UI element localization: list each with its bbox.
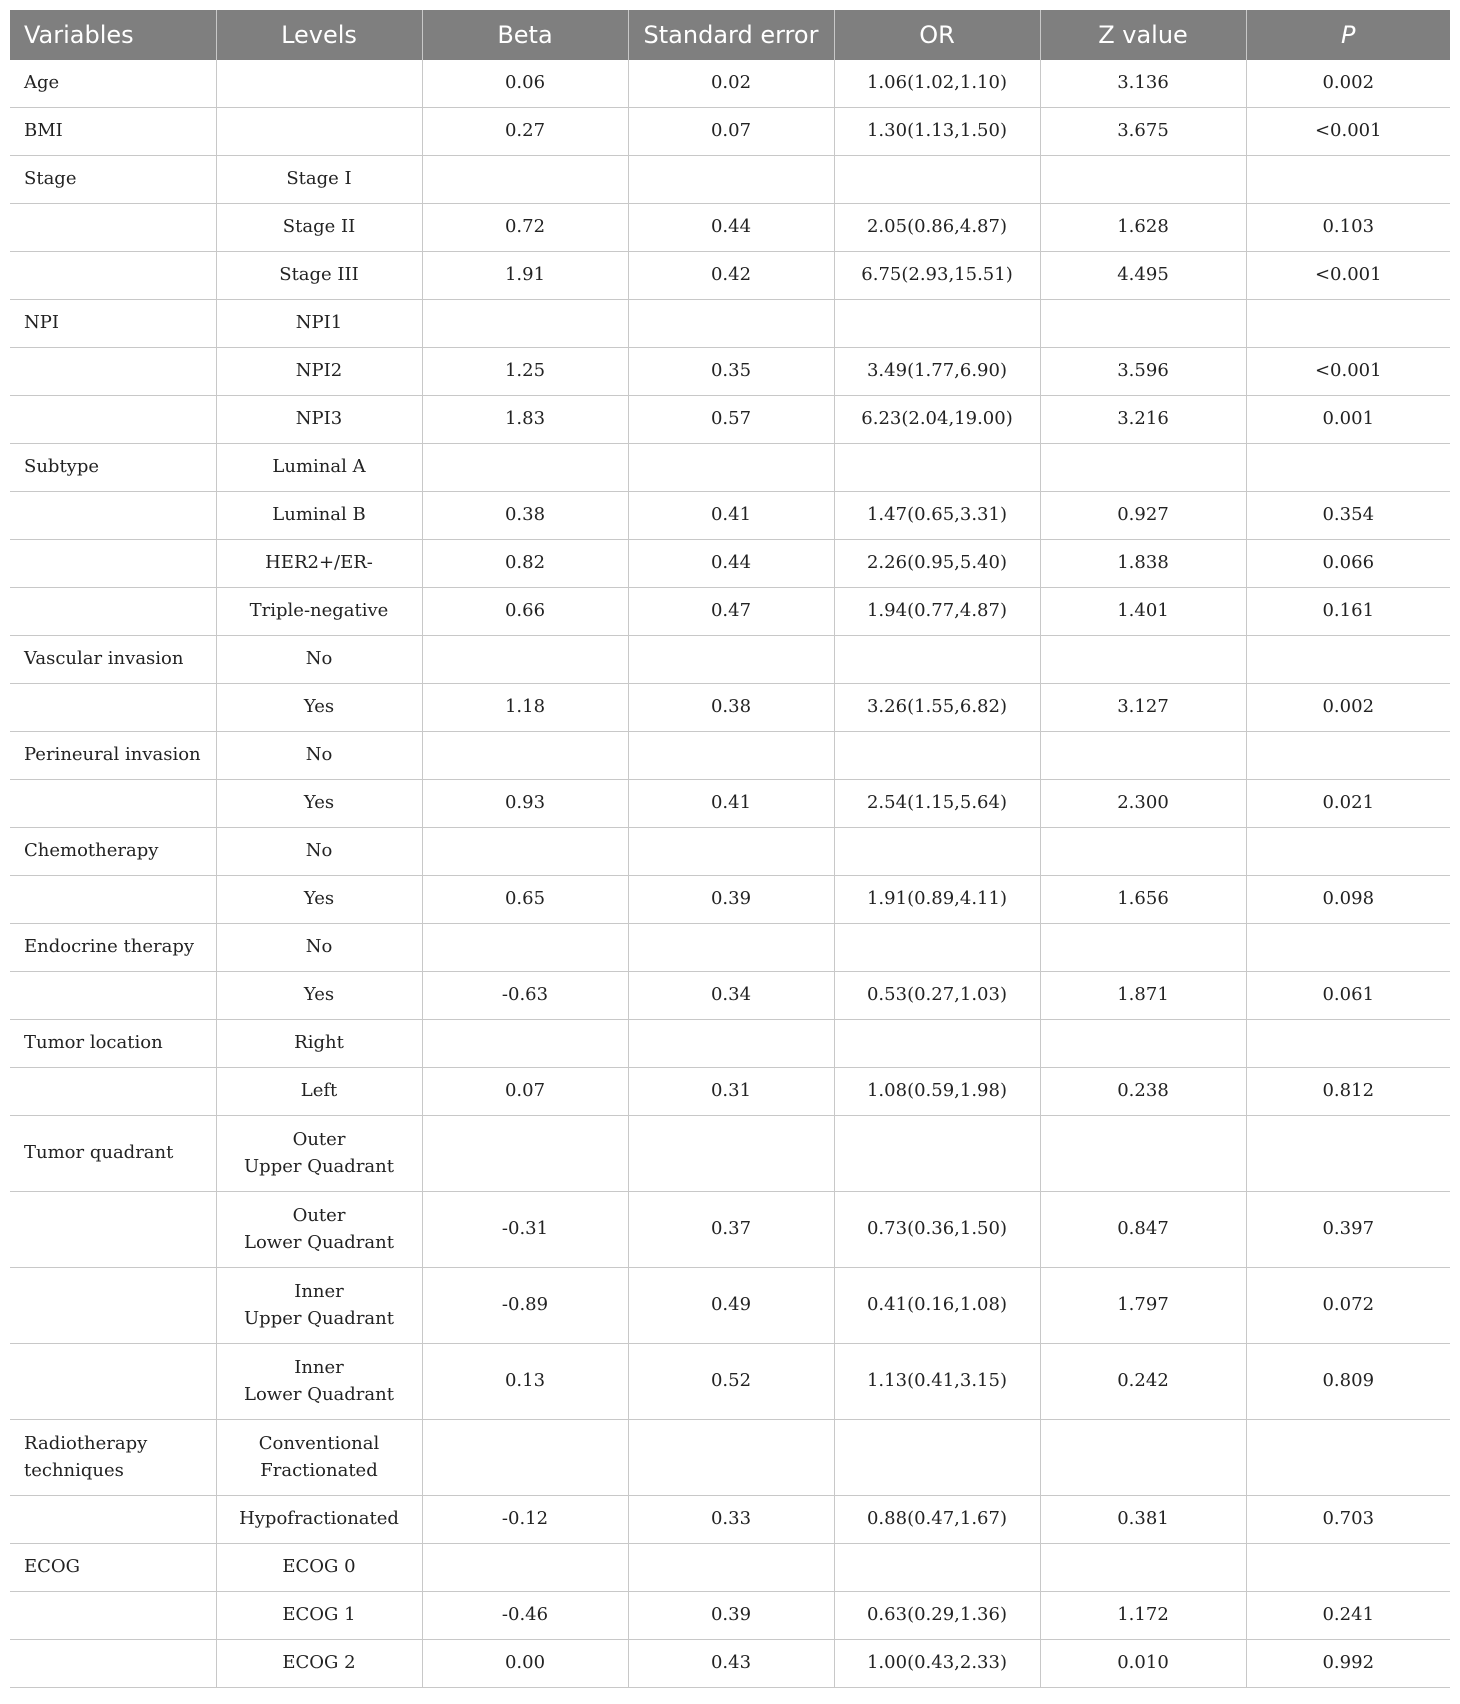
beta-cell	[422, 1116, 628, 1192]
standard-error-cell	[628, 636, 834, 684]
variable-cell: Age	[10, 60, 216, 108]
beta-cell: 0.93	[422, 780, 628, 828]
z-value-cell	[1040, 732, 1246, 780]
z-value-cell	[1040, 828, 1246, 876]
beta-cell: 0.27	[422, 108, 628, 156]
z-value-cell: 1.401	[1040, 588, 1246, 636]
or-cell	[834, 1020, 1040, 1068]
table-row	[10, 492, 1450, 540]
standard-error-cell: 0.42	[628, 252, 834, 300]
variable-cell	[10, 1268, 216, 1344]
p-cell: 0.703	[1246, 1496, 1450, 1544]
table-row	[10, 1496, 1450, 1544]
or-cell: 3.49(1.77,6.90)	[834, 348, 1040, 396]
z-value-cell: 3.136	[1040, 60, 1246, 108]
level-cell: Stage I	[216, 156, 422, 204]
beta-cell	[422, 156, 628, 204]
table-body	[10, 60, 1450, 1688]
table-row	[10, 1020, 1450, 1068]
table-row	[10, 396, 1450, 444]
p-cell: 0.002	[1246, 60, 1450, 108]
beta-cell	[422, 444, 628, 492]
p-cell: 0.021	[1246, 780, 1450, 828]
or-cell: 2.26(0.95,5.40)	[834, 540, 1040, 588]
p-cell: 0.072	[1246, 1268, 1450, 1344]
beta-cell	[422, 1544, 628, 1592]
or-cell	[834, 1544, 1040, 1592]
standard-error-cell	[628, 300, 834, 348]
level-cell: Right	[216, 1020, 422, 1068]
beta-cell: 0.65	[422, 876, 628, 924]
level-cell: NPI2	[216, 348, 422, 396]
z-value-cell	[1040, 300, 1246, 348]
beta-cell: 1.18	[422, 684, 628, 732]
beta-cell: 0.38	[422, 492, 628, 540]
p-cell: <0.001	[1246, 252, 1450, 300]
standard-error-cell: 0.52	[628, 1344, 834, 1420]
variable-cell: Radiotherapy techniques	[10, 1420, 216, 1496]
table-row	[10, 1420, 1450, 1496]
standard-error-cell	[628, 1544, 834, 1592]
z-value-cell: 0.381	[1040, 1496, 1246, 1544]
table-row	[10, 204, 1450, 252]
variable-cell: Tumor quadrant	[10, 1116, 216, 1192]
or-cell	[834, 732, 1040, 780]
variable-cell: Tumor location	[10, 1020, 216, 1068]
variable-cell: BMI	[10, 108, 216, 156]
z-value-cell: 0.847	[1040, 1192, 1246, 1268]
beta-cell	[422, 300, 628, 348]
z-value-cell: 1.797	[1040, 1268, 1246, 1344]
beta-cell: -0.12	[422, 1496, 628, 1544]
or-cell: 1.91(0.89,4.11)	[834, 876, 1040, 924]
or-cell: 6.75(2.93,15.51)	[834, 252, 1040, 300]
regression-table-container	[10, 10, 1450, 1688]
p-cell	[1246, 444, 1450, 492]
level-cell: Outer Upper Quadrant	[216, 1116, 422, 1192]
standard-error-cell: 0.35	[628, 348, 834, 396]
z-value-cell	[1040, 1116, 1246, 1192]
variable-cell	[10, 348, 216, 396]
table-row	[10, 252, 1450, 300]
z-value-cell: 0.238	[1040, 1068, 1246, 1116]
p-cell: 0.001	[1246, 396, 1450, 444]
header-levels: Levels	[216, 10, 422, 60]
standard-error-cell: 0.39	[628, 1592, 834, 1640]
variable-cell	[10, 1068, 216, 1116]
level-cell: No	[216, 924, 422, 972]
variable-cell: Chemotherapy	[10, 828, 216, 876]
header-standard-error: Standard error	[628, 10, 834, 60]
or-cell: 1.00(0.43,2.33)	[834, 1640, 1040, 1688]
variable-cell	[10, 876, 216, 924]
beta-cell: 0.07	[422, 1068, 628, 1116]
level-cell: Inner Upper Quadrant	[216, 1268, 422, 1344]
variable-cell: Perineural invasion	[10, 732, 216, 780]
standard-error-cell: 0.07	[628, 108, 834, 156]
z-value-cell: 0.242	[1040, 1344, 1246, 1420]
standard-error-cell: 0.41	[628, 492, 834, 540]
level-cell	[216, 60, 422, 108]
beta-cell: 0.06	[422, 60, 628, 108]
level-cell: No	[216, 732, 422, 780]
z-value-cell: 3.675	[1040, 108, 1246, 156]
p-cell	[1246, 156, 1450, 204]
table-row	[10, 1640, 1450, 1688]
z-value-cell: 1.628	[1040, 204, 1246, 252]
table-row	[10, 300, 1450, 348]
or-cell: 1.47(0.65,3.31)	[834, 492, 1040, 540]
standard-error-cell: 0.31	[628, 1068, 834, 1116]
header-z-value: Z value	[1040, 10, 1246, 60]
variable-cell: Subtype	[10, 444, 216, 492]
z-value-cell: 1.871	[1040, 972, 1246, 1020]
table-row	[10, 60, 1450, 108]
beta-cell: 1.83	[422, 396, 628, 444]
p-cell	[1246, 1020, 1450, 1068]
or-cell	[834, 1420, 1040, 1496]
table-row	[10, 636, 1450, 684]
p-cell: 0.098	[1246, 876, 1450, 924]
variable-cell	[10, 1496, 216, 1544]
or-cell: 0.88(0.47,1.67)	[834, 1496, 1040, 1544]
level-cell: Yes	[216, 876, 422, 924]
z-value-cell: 4.495	[1040, 252, 1246, 300]
level-cell: Yes	[216, 684, 422, 732]
regression-table	[10, 10, 1450, 1688]
or-cell: 3.26(1.55,6.82)	[834, 684, 1040, 732]
level-cell: Outer Lower Quadrant	[216, 1192, 422, 1268]
beta-cell: 0.66	[422, 588, 628, 636]
level-cell: Left	[216, 1068, 422, 1116]
variable-cell	[10, 1192, 216, 1268]
p-cell	[1246, 1544, 1450, 1592]
table-row	[10, 444, 1450, 492]
beta-cell: 0.13	[422, 1344, 628, 1420]
standard-error-cell: 0.43	[628, 1640, 834, 1688]
variable-cell: NPI	[10, 300, 216, 348]
or-cell	[834, 300, 1040, 348]
level-cell: Triple-negative	[216, 588, 422, 636]
p-cell	[1246, 300, 1450, 348]
or-cell: 1.30(1.13,1.50)	[834, 108, 1040, 156]
or-cell: 1.06(1.02,1.10)	[834, 60, 1040, 108]
level-cell: Yes	[216, 972, 422, 1020]
beta-cell: -0.31	[422, 1192, 628, 1268]
z-value-cell: 1.172	[1040, 1592, 1246, 1640]
table-row	[10, 684, 1450, 732]
p-cell	[1246, 636, 1450, 684]
table-row	[10, 348, 1450, 396]
table-row	[10, 1544, 1450, 1592]
p-cell	[1246, 732, 1450, 780]
z-value-cell: 0.010	[1040, 1640, 1246, 1688]
p-cell	[1246, 924, 1450, 972]
header-variables: Variables	[10, 10, 216, 60]
or-cell: 0.73(0.36,1.50)	[834, 1192, 1040, 1268]
table-row	[10, 828, 1450, 876]
z-value-cell	[1040, 924, 1246, 972]
z-value-cell	[1040, 636, 1246, 684]
p-cell	[1246, 1116, 1450, 1192]
p-cell: 0.103	[1246, 204, 1450, 252]
p-cell: 0.241	[1246, 1592, 1450, 1640]
level-cell: ECOG 0	[216, 1544, 422, 1592]
beta-cell	[422, 924, 628, 972]
standard-error-cell: 0.34	[628, 972, 834, 1020]
table-row	[10, 1068, 1450, 1116]
level-cell: HER2+/ER-	[216, 540, 422, 588]
standard-error-cell: 0.38	[628, 684, 834, 732]
beta-cell: 0.00	[422, 1640, 628, 1688]
or-cell	[834, 924, 1040, 972]
table-row	[10, 1268, 1450, 1344]
p-cell: 0.066	[1246, 540, 1450, 588]
or-cell: 6.23(2.04,19.00)	[834, 396, 1040, 444]
variable-cell	[10, 540, 216, 588]
standard-error-cell: 0.39	[628, 876, 834, 924]
level-cell: Inner Lower Quadrant	[216, 1344, 422, 1420]
standard-error-cell: 0.44	[628, 540, 834, 588]
z-value-cell	[1040, 1544, 1246, 1592]
standard-error-cell: 0.02	[628, 60, 834, 108]
z-value-cell	[1040, 444, 1246, 492]
header-beta: Beta	[422, 10, 628, 60]
standard-error-cell: 0.57	[628, 396, 834, 444]
p-cell: 0.812	[1246, 1068, 1450, 1116]
z-value-cell: 3.596	[1040, 348, 1246, 396]
standard-error-cell	[628, 828, 834, 876]
beta-cell: 0.72	[422, 204, 628, 252]
header-p: P	[1246, 10, 1450, 60]
standard-error-cell	[628, 156, 834, 204]
variable-cell: Endocrine therapy	[10, 924, 216, 972]
z-value-cell	[1040, 156, 1246, 204]
beta-cell	[422, 1420, 628, 1496]
table-row	[10, 1592, 1450, 1640]
variable-cell	[10, 396, 216, 444]
or-cell: 1.13(0.41,3.15)	[834, 1344, 1040, 1420]
standard-error-cell: 0.44	[628, 204, 834, 252]
standard-error-cell: 0.41	[628, 780, 834, 828]
table-row	[10, 876, 1450, 924]
p-cell: <0.001	[1246, 348, 1450, 396]
or-cell: 1.08(0.59,1.98)	[834, 1068, 1040, 1116]
level-cell	[216, 108, 422, 156]
variable-cell: Vascular invasion	[10, 636, 216, 684]
z-value-cell	[1040, 1420, 1246, 1496]
p-cell	[1246, 1420, 1450, 1496]
variable-cell: ECOG	[10, 1544, 216, 1592]
table-row	[10, 108, 1450, 156]
variable-cell	[10, 1640, 216, 1688]
standard-error-cell: 0.49	[628, 1268, 834, 1344]
p-cell	[1246, 828, 1450, 876]
variable-cell	[10, 1592, 216, 1640]
beta-cell: 0.82	[422, 540, 628, 588]
level-cell: Conventional Fractionated	[216, 1420, 422, 1496]
variable-cell	[10, 252, 216, 300]
variable-cell: Stage	[10, 156, 216, 204]
standard-error-cell	[628, 924, 834, 972]
table-header-row	[10, 10, 1450, 60]
variable-cell	[10, 492, 216, 540]
standard-error-cell	[628, 732, 834, 780]
standard-error-cell	[628, 1020, 834, 1068]
standard-error-cell: 0.33	[628, 1496, 834, 1544]
table-row	[10, 924, 1450, 972]
p-cell: 0.354	[1246, 492, 1450, 540]
level-cell: Luminal B	[216, 492, 422, 540]
level-cell: No	[216, 636, 422, 684]
z-value-cell: 0.927	[1040, 492, 1246, 540]
beta-cell: -0.89	[422, 1268, 628, 1344]
beta-cell: -0.46	[422, 1592, 628, 1640]
or-cell: 0.63(0.29,1.36)	[834, 1592, 1040, 1640]
or-cell	[834, 444, 1040, 492]
or-cell	[834, 1116, 1040, 1192]
level-cell: ECOG 1	[216, 1592, 422, 1640]
table-row	[10, 972, 1450, 1020]
variable-cell	[10, 780, 216, 828]
beta-cell	[422, 732, 628, 780]
standard-error-cell: 0.47	[628, 588, 834, 636]
beta-cell	[422, 828, 628, 876]
beta-cell: 1.91	[422, 252, 628, 300]
level-cell: Stage II	[216, 204, 422, 252]
z-value-cell: 1.656	[1040, 876, 1246, 924]
or-cell	[834, 636, 1040, 684]
variable-cell	[10, 204, 216, 252]
variable-cell	[10, 1344, 216, 1420]
table-row	[10, 1116, 1450, 1192]
table-row	[10, 1344, 1450, 1420]
p-cell: 0.061	[1246, 972, 1450, 1020]
standard-error-cell	[628, 1420, 834, 1496]
beta-cell: -0.63	[422, 972, 628, 1020]
p-cell: 0.002	[1246, 684, 1450, 732]
level-cell: NPI1	[216, 300, 422, 348]
z-value-cell: 1.838	[1040, 540, 1246, 588]
table-row	[10, 732, 1450, 780]
or-cell: 0.41(0.16,1.08)	[834, 1268, 1040, 1344]
p-cell: 0.992	[1246, 1640, 1450, 1688]
standard-error-cell	[628, 1116, 834, 1192]
level-cell: Hypofractionated	[216, 1496, 422, 1544]
header-or: OR	[834, 10, 1040, 60]
or-cell: 0.53(0.27,1.03)	[834, 972, 1040, 1020]
beta-cell	[422, 636, 628, 684]
variable-cell	[10, 972, 216, 1020]
variable-cell	[10, 684, 216, 732]
z-value-cell	[1040, 1020, 1246, 1068]
or-cell: 2.54(1.15,5.64)	[834, 780, 1040, 828]
table-row	[10, 540, 1450, 588]
variable-cell	[10, 588, 216, 636]
beta-cell	[422, 1020, 628, 1068]
p-cell: <0.001	[1246, 108, 1450, 156]
beta-cell: 1.25	[422, 348, 628, 396]
table-row	[10, 156, 1450, 204]
standard-error-cell: 0.37	[628, 1192, 834, 1268]
level-cell: NPI3	[216, 396, 422, 444]
level-cell: Luminal A	[216, 444, 422, 492]
p-cell: 0.397	[1246, 1192, 1450, 1268]
table-row	[10, 1192, 1450, 1268]
p-cell: 0.161	[1246, 588, 1450, 636]
or-cell: 1.94(0.77,4.87)	[834, 588, 1040, 636]
z-value-cell: 2.300	[1040, 780, 1246, 828]
level-cell: Stage III	[216, 252, 422, 300]
level-cell: No	[216, 828, 422, 876]
level-cell: ECOG 2	[216, 1640, 422, 1688]
or-cell	[834, 828, 1040, 876]
p-cell: 0.809	[1246, 1344, 1450, 1420]
standard-error-cell	[628, 444, 834, 492]
or-cell	[834, 156, 1040, 204]
z-value-cell: 3.216	[1040, 396, 1246, 444]
z-value-cell: 3.127	[1040, 684, 1246, 732]
table-row	[10, 588, 1450, 636]
table-row	[10, 780, 1450, 828]
or-cell: 2.05(0.86,4.87)	[834, 204, 1040, 252]
level-cell: Yes	[216, 780, 422, 828]
